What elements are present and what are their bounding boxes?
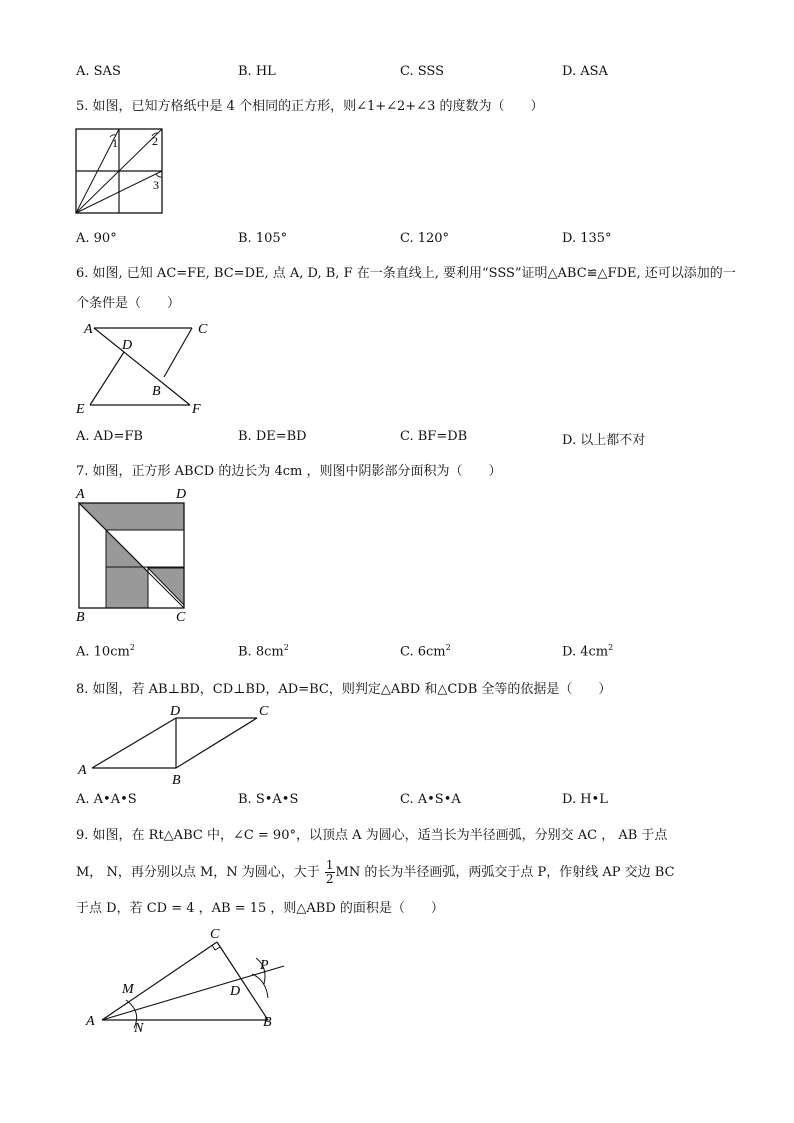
q6-option-c[interactable]: C. BF=DB [400,429,468,444]
square-c-label: C [176,610,186,625]
square-d-label: D [176,487,187,502]
point-d-label: D [122,338,133,353]
point-b-label: B [263,1015,272,1030]
q7-option-c[interactable]: C. $6cm^2$ [400,643,451,660]
q4-option-d[interactable]: D. ASA [562,64,608,79]
point-a-label: A [78,763,87,778]
q5-option-c[interactable]: C. 120° [400,231,450,246]
q8-option-d[interactable]: D. H•L [562,792,608,807]
angle-3-label: 3 [153,178,159,192]
point-c-label: C [210,927,220,942]
square-a-label: A [76,487,85,502]
q8-option-b[interactable]: B. S•A•S [238,792,299,807]
q8-stem: 8. 如图，若 AB⊥BD，CD⊥BD，AD=BC，则判定△ABD 和△CDB 全等的依据是（ ） [76,682,612,697]
point-c-label: C [259,704,269,719]
q9-stem-line2: M， N，再分别以点 M，N 为圆心，大于 $\frac{1}{2}$ MN 的长为半径画弧，两弧交于点 P，作射线 AP 交边 BC [76,858,675,886]
q5-option-b[interactable]: B. 105° [238,231,288,246]
square-b-label: B [76,610,85,625]
q8-parallelogram-figure [72,700,287,788]
point-m-label: M [122,982,134,997]
q9-triangle-construction-figure [72,922,297,1037]
angle-1-label: 1 [112,136,118,150]
q6-stem-line1: 6. 如图, 已知 AC=FE, BC=DE, 点 A, D, B, F 在一条直线上, 要利用“SSS”证明△ABC≌△FDE, 还可以添加的一 [76,266,736,281]
q5-stem: 5. 如图，已知方格纸中是 4 个相同的正方形，则∠1+∠2+∠3 的度数为（ ） [76,99,544,114]
angle-2-label: 2 [152,134,158,148]
q6-option-d[interactable]: D. 以上都不对 [562,433,646,448]
q4-option-c[interactable]: C. SSS [400,64,445,79]
point-a-label: A [86,1014,95,1029]
point-b-label: B [152,384,161,399]
q7-option-d[interactable]: D. $4cm^2$ [562,643,614,660]
q7-square-figure [72,485,197,625]
q7-stem: 7. 如图，正方形 ABCD 的边长为 4cm ，则图中阴影部分面积为（ ） [76,464,502,479]
q6-option-b[interactable]: B. DE=BD [238,429,307,444]
q7-option-b[interactable]: B. $8cm^2$ [238,643,289,660]
point-n-label: N [134,1021,144,1036]
q4-option-b[interactable]: B. HL [238,64,276,79]
q9-stem-line3: 于点 D，若 CD = 4 ，AB = 15 ，则△ABD 的面积是（ ） [76,901,444,916]
q7-option-a[interactable]: A. $10cm^2$ [76,643,135,660]
point-a-label: A [84,322,93,337]
point-d-label: D [230,984,241,999]
q6-stem-line2: 个条件是（ ） [76,296,181,311]
q6-triangles-figure [72,315,222,420]
point-c-label: C [198,322,208,337]
q5-option-d[interactable]: D. 135° [562,231,612,246]
point-f-label: F [192,402,201,417]
q6-option-a[interactable]: A. AD=FB [76,429,143,444]
point-d-label: D [170,704,181,719]
point-b-label: B [172,773,181,788]
q5-option-a[interactable]: A. 90° [76,231,117,246]
q9-stem-line1: 9. 如图，在 Rt△ABC 中，∠C = 90°，以顶点 A 为圆心，适当长为半径画弧，分别交 AC ， AB 于点 [76,828,668,843]
q4-option-a[interactable]: A. SAS [76,64,121,79]
q8-option-c[interactable]: C. A•S•A [400,792,461,807]
point-e-label: E [76,402,85,417]
q5-grid-figure [72,125,168,217]
q8-option-a[interactable]: A. A•A•S [76,792,137,807]
point-p-label: P [260,958,269,973]
